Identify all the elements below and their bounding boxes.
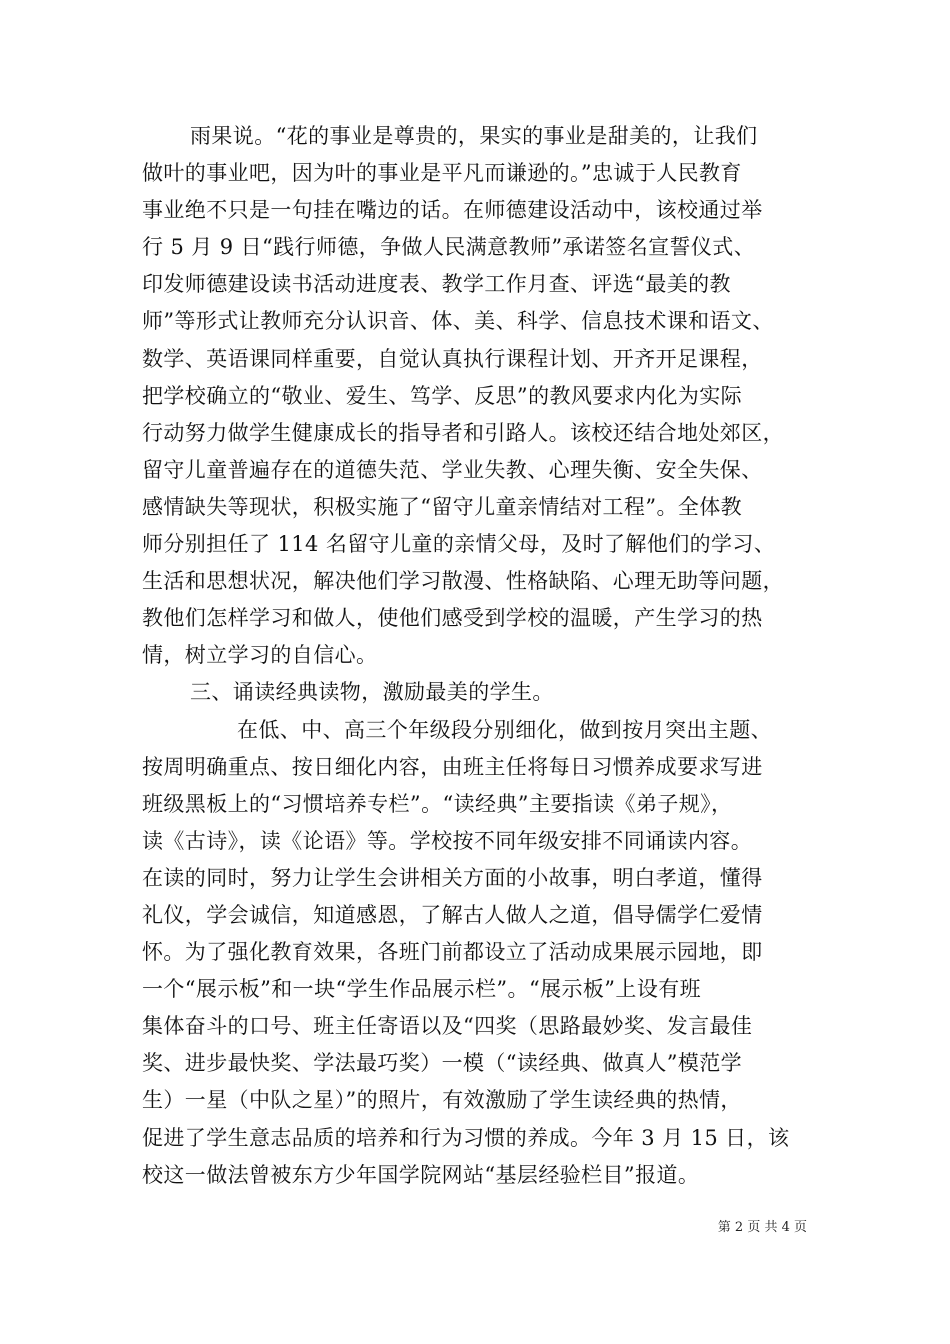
text-line: 把学校确立的“敬业、爱生、笃学、反思”的教风要求内化为实际: [142, 383, 743, 408]
text-line: 集体奋斗的口号、班主任寄语以及“四奖（思路最妙奖、发言最佳: [142, 1014, 753, 1039]
text-line: 促进了学生意志品质的培养和行为习惯的养成。今年 3 月 15 日，该: [142, 1125, 790, 1150]
text-line: 师”等形式让教师充分认识音、体、美、科学、信息技术课和语文、: [142, 309, 774, 334]
text-line: 怀。为了强化教育效果，各班门前都设立了活动成果展示园地，即: [142, 940, 763, 965]
text-line: 事业绝不只是一句挂在嘴边的话。在师德建设活动中，该校通过举: [142, 198, 763, 223]
page-number-footer: 第 2 页 共 4 页: [717, 1220, 807, 1235]
text-line: 做叶的事业吧，因为叶的事业是平凡而谦逊的。”忠诚于人民教育: [142, 161, 742, 186]
text-line: 一个“展示板”和一块“学生作品展示栏”。“展示板”上设有班: [142, 977, 702, 1002]
text-line: 生活和思想状况，解决他们学习散漫、性格缺陷、心理无助等问题，: [142, 569, 784, 594]
document-body: [142, 118, 832, 1194]
text-line: 印发师德建设读书活动进度表、教学工作月查、评选“最美的教: [142, 272, 731, 297]
text-line: 师分别担任了 114 名留守儿童的亲情父母，及时了解他们的学习、: [142, 532, 776, 557]
text-line: 留守儿童普遍存在的道德失范、学业失教、心理失衡、安全失保、: [142, 457, 763, 482]
text-line: 按周明确重点、按日细化内容，由班主任将每日习惯养成要求写进: [142, 754, 763, 779]
text-line: 雨果说。“花的事业是尊贵的，果实的事业是甜美的，让我们: [190, 124, 758, 148]
text-line: 奖、进步最快奖、学法最巧奖）一模（“读经典、做真人”模范学: [142, 1051, 743, 1076]
text-line: 行动努力做学生健康成长的指导者和引路人。该校还结合地处郊区，: [142, 420, 784, 445]
text-line: 在低、中、高三个年级段分别细化，做到按月突出主题、: [237, 717, 772, 742]
text-line: 校这一做法曾被东方少年国学院网站“基层经验栏目”报道。: [142, 1162, 700, 1187]
text-line: 班级黑板上的“习惯培养专栏”。“读经典”主要指读《弟子规》，: [142, 791, 733, 816]
text-line: 行 5 月 9 日“践行师德，争做人民满意教师”承诺签名宣誓仪式、: [142, 235, 756, 260]
section-heading: 三、诵读经典读物，激励最美的学生。: [190, 680, 554, 705]
text-line: 情，树立学习的自信心。: [142, 643, 378, 668]
text-line: 礼仪，学会诚信，知道感恩，了解古人做人之道，倡导儒学仁爱情: [142, 902, 763, 927]
text-line: 感情缺失等现状，积极实施了“留守儿童亲情结对工程”。全体教: [142, 494, 743, 519]
text-line: 读《古诗》，读《论语》等。学校按不同年级安排不同诵读内容。: [142, 828, 753, 853]
text-line: 教他们怎样学习和做人，使他们感受到学校的温暖，产生学习的热: [142, 606, 763, 631]
text-line: 在读的同时，努力让学生会讲相关方面的小故事，明白孝道，懂得: [142, 865, 763, 890]
text-line: 数学、英语课同样重要，自觉认真执行课程计划、开齐开足课程，: [142, 346, 763, 371]
text-line: 生）一星（中队之星）”的照片，有效激励了学生读经典的热情，: [142, 1088, 742, 1113]
